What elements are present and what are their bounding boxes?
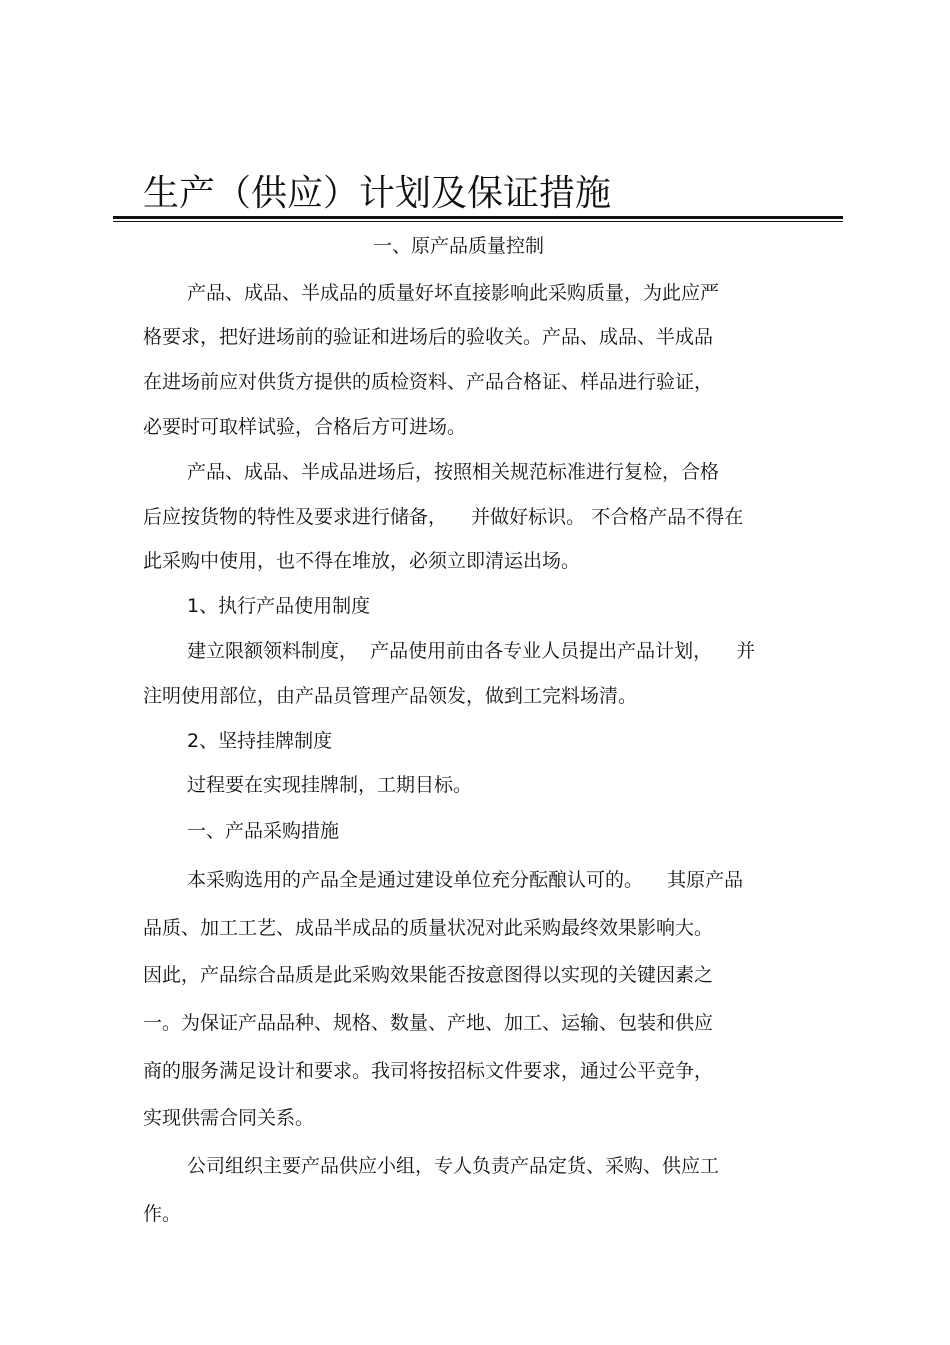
title-underline-thick: [113, 216, 843, 219]
paragraph-line: 因此，产品综合品质是此采购效果能否按意图得以实现的关键因素之: [143, 964, 714, 986]
paragraph-line: 过程要在实现挂牌制，工期目标。: [187, 774, 473, 796]
paragraph-line: 公司组织主要产品供应小组，专人负责产品定货、采购、供应工: [187, 1155, 720, 1177]
section-heading-quality-control: 一、原产品质量控制: [373, 235, 545, 257]
paragraph-line: 本采购选用的产品全是通过建设单位充分酝酿认可的。 其原产品: [187, 869, 744, 891]
paragraph-line: 此采购中使用，也不得在堆放，必须立即清运出场。: [143, 550, 581, 572]
section-heading-procurement: 一、产品采购措施: [187, 820, 340, 842]
paragraph-line: 一。为保证产品品种、规格、数量、产地、加工、运输、包装和供应: [143, 1012, 714, 1034]
document-title: 生产（供应）计划及保证措施: [143, 173, 612, 214]
paragraph-line: 必要时可取样试验，合格后方可进场。: [143, 416, 467, 438]
paragraph-line: 注明使用部位，由产品员管理产品领发，做到工完料场清。: [143, 685, 638, 707]
paragraph-line: 格要求，把好进场前的验证和进场后的验收关。产品、成品、半成品: [143, 326, 714, 348]
paragraph-line: 后应按货物的特性及要求进行储备， 并做好标识。 不合格产品不得在: [143, 506, 744, 528]
paragraph-line: 建立限额领料制度， 产品使用前由各专业人员提出产品计划， 并: [187, 640, 756, 662]
paragraph-line: 品质、加工工艺、成品半成品的质量状况对此采购最终效果影响大。: [143, 917, 714, 939]
paragraph-line: 作。: [143, 1203, 182, 1225]
paragraph-line: 商的服务满足设计和要求。我司将按招标文件要求，通过公平竞争，: [143, 1060, 714, 1082]
paragraph-line: 在进场前应对供货方提供的质检资料、产品合格证、样品进行验证，: [143, 371, 714, 393]
subsection-heading-usage-system: 1、执行产品使用制度: [187, 595, 371, 617]
paragraph-line: 产品、成品、半成品的质量好坏直接影响此采购质量，为此应严: [187, 282, 720, 304]
paragraph-line: 实现供需合同关系。: [143, 1107, 315, 1129]
title-underline-thin: [113, 221, 843, 222]
paragraph-line: 产品、成品、半成品进场后，按照相关规范标准进行复检，合格: [187, 461, 720, 483]
subsection-heading-tagging-system: 2、坚持挂牌制度: [187, 730, 333, 752]
